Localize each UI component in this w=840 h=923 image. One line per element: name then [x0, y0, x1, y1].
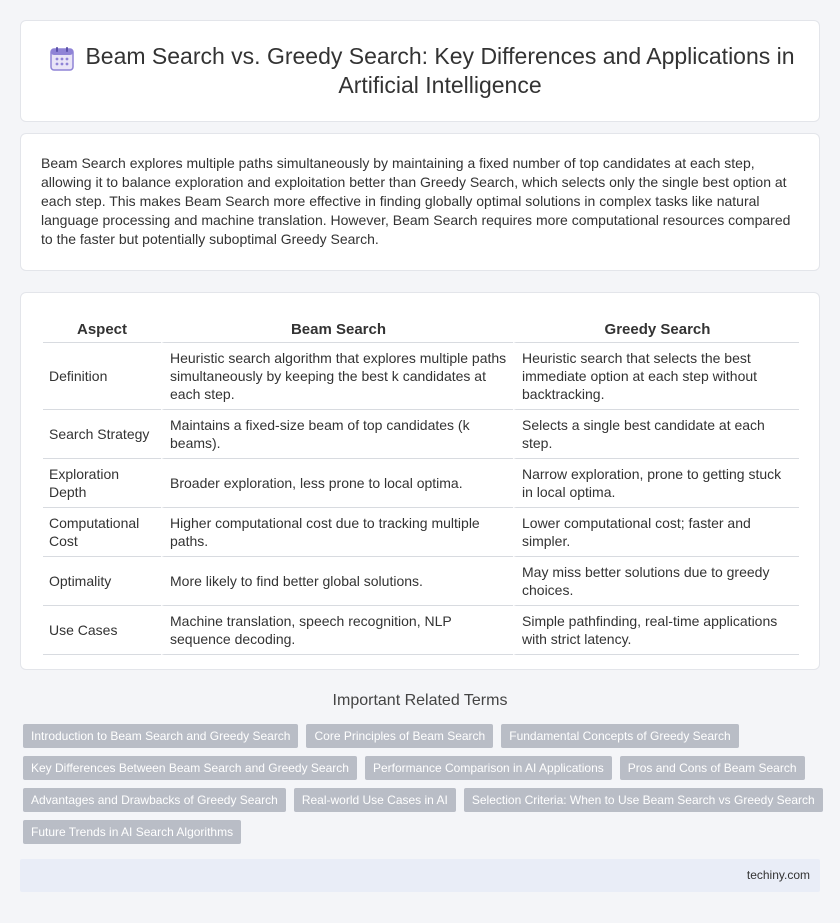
greedy-cell: Simple pathfinding, real-time applications with strict latency. — [513, 606, 799, 655]
beam-cell: Heuristic search algorithm that explores multiple paths simultaneously by keeping the best k candidates at each step. — [161, 343, 513, 410]
aspect-cell: Definition — [43, 343, 161, 410]
tag-row — [23, 820, 823, 844]
footer-site-name[interactable]: techiny.com — [746, 868, 810, 882]
table-row — [43, 410, 799, 459]
related-terms-title: Important Related Terms — [332, 692, 508, 709]
greedy-cell: Heuristic search that selects the best immediate option at each step without backtracking. — [513, 343, 799, 410]
table-row — [43, 557, 799, 606]
table-row — [43, 508, 799, 557]
aspect-cell: Computational Cost — [43, 508, 161, 557]
aspect-cell: Search Strategy — [43, 410, 161, 459]
greedy-cell: Narrow exploration, prone to getting stuck in local optima. — [513, 459, 799, 508]
summary-card — [20, 133, 820, 271]
beam-cell: Broader exploration, less prone to local optima. — [161, 459, 513, 508]
table-row — [43, 459, 799, 508]
beam-cell: Higher computational cost due to tracking multiple paths. — [161, 508, 513, 557]
header-card — [20, 20, 820, 122]
related-term-tag[interactable]: Future Trends in AI Search Algorithms — [23, 820, 241, 844]
related-term-tag[interactable]: Fundamental Concepts of Greedy Search — [501, 724, 738, 748]
aspect-cell: Optimality — [43, 557, 161, 606]
table-row — [43, 343, 799, 410]
related-term-tag[interactable]: Selection Criteria: When to Use Beam Search vs Greedy Search — [464, 788, 823, 812]
comparison-table-card — [20, 292, 820, 670]
related-term-tag[interactable]: Introduction to Beam Search and Greedy Search — [23, 724, 298, 748]
table-header-row — [43, 313, 799, 343]
greedy-cell: May miss better solutions due to greedy choices. — [513, 557, 799, 606]
related-term-tag[interactable]: Key Differences Between Beam Search and Greedy Search — [23, 756, 357, 780]
related-term-tag[interactable]: Core Principles of Beam Search — [306, 724, 493, 748]
related-term-tag[interactable]: Pros and Cons of Beam Search — [620, 756, 805, 780]
header-greedy-search: Greedy Search — [513, 313, 799, 343]
beam-cell: More likely to find better global solutions. — [161, 557, 513, 606]
tag-row — [23, 788, 823, 812]
related-term-tag[interactable]: Advantages and Drawbacks of Greedy Search — [23, 788, 286, 812]
beam-cell: Maintains a fixed-size beam of top candidates (k beams). — [161, 410, 513, 459]
aspect-cell: Use Cases — [43, 606, 161, 655]
greedy-cell: Lower computational cost; faster and simpler. — [513, 508, 799, 557]
related-term-tag[interactable]: Real-world Use Cases in AI — [294, 788, 456, 812]
header-aspect: Aspect — [43, 313, 161, 343]
page-title: Beam Search vs. Greedy Search: Key Differences and Applications in Artificial Intelligence — [85, 43, 795, 98]
related-terms-tags — [23, 724, 823, 852]
beam-cell: Machine translation, speech recognition, NLP sequence decoding. — [161, 606, 513, 655]
greedy-cell: Selects a single best candidate at each step. — [513, 410, 799, 459]
header-beam-search: Beam Search — [161, 313, 513, 343]
table-row — [43, 606, 799, 655]
tag-row — [23, 724, 823, 748]
footer — [20, 859, 820, 892]
tag-row — [23, 756, 823, 780]
comparison-table — [43, 313, 799, 655]
summary-text: Beam Search explores multiple paths simultaneously by maintaining a fixed number of top candidates at each step, allowing it to balance exploration and exploitation better than Greedy Search, which selects only the single best option at each step. This makes Beam Search more effective in finding globally optimal solutions in complex tasks like natural language processing and machine translation. However, Beam Search requires more computational resources compared to the faster but potentially suboptimal Greedy Search. — [41, 155, 791, 247]
aspect-cell: Exploration Depth — [43, 459, 161, 508]
related-term-tag[interactable]: Performance Comparison in AI Applications — [365, 756, 612, 780]
